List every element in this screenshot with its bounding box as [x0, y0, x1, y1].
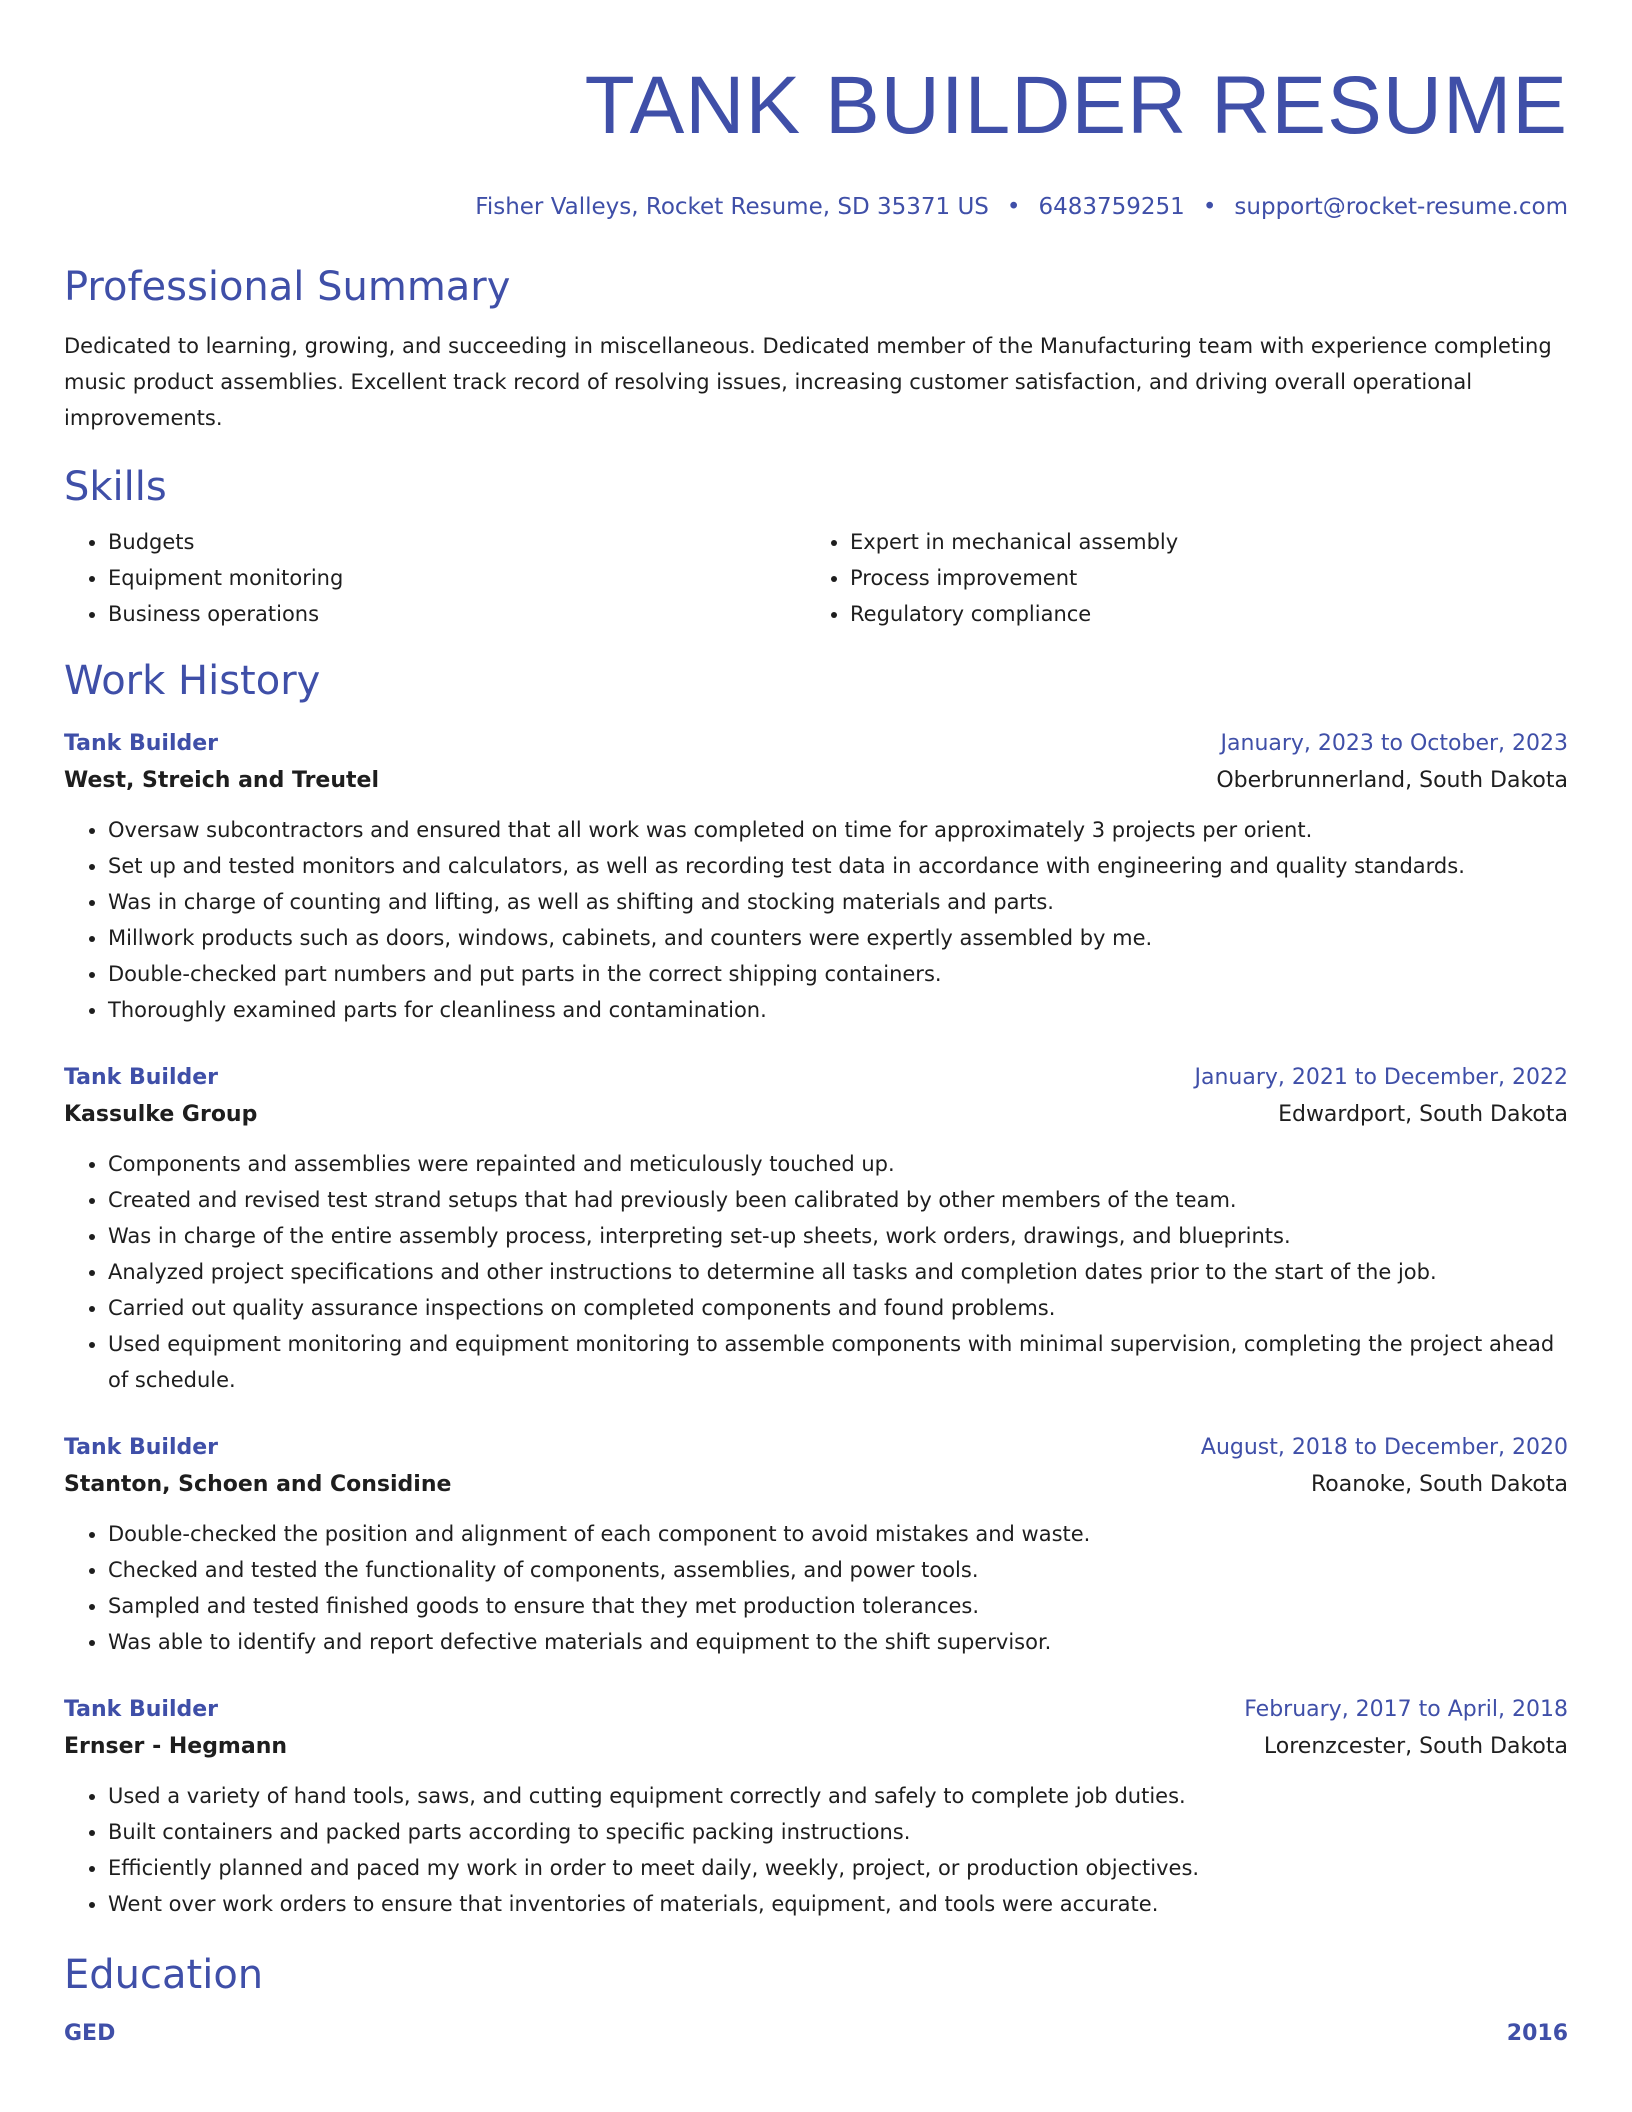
resume-title: TANK BUILDER RESUME	[584, 60, 1568, 151]
job-bullets	[64, 1146, 1568, 1398]
job-bullet: • Was in charge of the entire assembly process, interpreting set-up sheets, work orders, drawings, and blueprints.	[108, 1218, 1568, 1254]
job-bullets	[64, 812, 1568, 1028]
job-header-row	[64, 1692, 1568, 1728]
section-title-education: Education	[64, 1952, 264, 1998]
job-title: Tank Builder	[64, 731, 218, 756]
job-company-row	[64, 1096, 1568, 1134]
skill-item: • Regulatory compliance	[850, 596, 1548, 632]
section-title-work-history: Work History	[64, 658, 321, 704]
job-company-row	[64, 1466, 1568, 1504]
contact-line	[64, 192, 1568, 222]
job-bullet: • Checked and tested the functionality of components, assemblies, and power tools.	[108, 1552, 1568, 1588]
education-degree: GED	[64, 2021, 116, 2046]
resume-page	[64, 0, 1568, 2052]
skills-column-right	[806, 524, 1548, 632]
job-bullet: • Used equipment monitoring and equipment monitoring to assemble components with minimal supervision, completing the project ahead of schedule.	[108, 1326, 1568, 1398]
skill-item: • Process improvement	[850, 560, 1548, 596]
job-entry	[64, 726, 1568, 1028]
job-bullet: • Thoroughly examined parts for cleanliness and contamination.	[108, 992, 1568, 1028]
job-bullet: • Components and assemblies were repainted and meticulously touched up.	[108, 1146, 1568, 1182]
section-title-skills: Skills	[64, 464, 167, 510]
job-entry	[64, 1692, 1568, 1922]
job-dates: January, 2021 to December, 2022	[1194, 1065, 1568, 1090]
contact-address: Fisher Valleys, Rocket Resume, SD 35371 US	[475, 194, 989, 220]
job-bullet: • Analyzed project specifications and other instructions to determine all tasks and completion dates prior to the start of the job.	[108, 1254, 1568, 1290]
skills-list	[64, 524, 1568, 632]
job-title: Tank Builder	[64, 1697, 218, 1722]
job-bullet: • Set up and tested monitors and calculators, as well as recording test data in accordance with engineering and quality standards.	[108, 848, 1568, 884]
job-bullet: • Was in charge of counting and lifting, as well as shifting and stocking materials and parts.	[108, 884, 1568, 920]
job-bullet: • Double-checked the position and alignment of each component to avoid mistakes and waste.	[108, 1516, 1568, 1552]
skills-column-left	[64, 524, 806, 632]
skill-item: • Equipment monitoring	[108, 560, 806, 596]
contact-separator: •	[1202, 194, 1217, 220]
job-entry	[64, 1060, 1568, 1398]
section-title-summary: Professional Summary	[64, 264, 511, 310]
job-company: Kassulke Group	[64, 1102, 258, 1127]
skill-item: • Business operations	[108, 596, 806, 632]
contact-phone: 6483759251	[1038, 194, 1185, 220]
job-bullet: • Was able to identify and report defective materials and equipment to the shift supervisor.	[108, 1624, 1568, 1660]
job-company-row	[64, 762, 1568, 800]
job-bullet: • Used a variety of hand tools, saws, and cutting equipment correctly and safely to complete job duties.	[108, 1778, 1568, 1814]
job-bullets	[64, 1778, 1568, 1922]
job-bullet: • Sampled and tested finished goods to ensure that they met production tolerances.	[108, 1588, 1568, 1624]
education-row	[64, 2016, 1568, 2052]
job-dates: February, 2017 to April, 2018	[1244, 1697, 1568, 1722]
skill-item: • Budgets	[108, 524, 806, 560]
job-bullets	[64, 1516, 1568, 1660]
job-bullet: • Built containers and packed parts according to specific packing instructions.	[108, 1814, 1568, 1850]
summary-text: Dedicated to learning, growing, and succeeding in miscellaneous. Dedicated member of the Manufacturing team with experience completing music product assemblies. Excellent track record of resolving issues, increasing customer satisfaction, and driving overall operational improvements.	[64, 334, 1552, 430]
job-bullet: • Millwork products such as doors, windows, cabinets, and counters were expertly assembled by me.	[108, 920, 1568, 956]
job-header-row	[64, 726, 1568, 762]
job-bullet: • Created and revised test strand setups that had previously been calibrated by other members of the team.	[108, 1182, 1568, 1218]
skill-item: • Expert in mechanical assembly	[850, 524, 1548, 560]
education-year: 2016	[1506, 2021, 1568, 2046]
job-dates: August, 2018 to December, 2020	[1200, 1435, 1568, 1460]
contact-separator: •	[1006, 194, 1021, 220]
contact-email[interactable]: support@rocket-resume.com	[1234, 194, 1568, 220]
job-header-row	[64, 1430, 1568, 1466]
job-bullet: • Went over work orders to ensure that inventories of materials, equipment, and tools were accurate.	[108, 1886, 1568, 1922]
job-location: Lorenzcester, South Dakota	[1263, 1734, 1568, 1759]
job-location: Edwardport, South Dakota	[1278, 1102, 1568, 1127]
job-bullet: • Carried out quality assurance inspections on completed components and found problems.	[108, 1290, 1568, 1326]
job-bullet: • Oversaw subcontractors and ensured that all work was completed on time for approximately 3 projects per orient.	[108, 812, 1568, 848]
job-company-row	[64, 1728, 1568, 1766]
job-dates: January, 2023 to October, 2023	[1220, 731, 1568, 756]
job-title: Tank Builder	[64, 1435, 218, 1460]
job-header-row	[64, 1060, 1568, 1096]
job-company: Stanton, Schoen and Considine	[64, 1472, 452, 1497]
job-company: West, Streich and Treutel	[64, 768, 379, 793]
job-location: Roanoke, South Dakota	[1311, 1472, 1568, 1497]
job-entry	[64, 1430, 1568, 1660]
job-title: Tank Builder	[64, 1065, 218, 1090]
job-bullet: • Double-checked part numbers and put parts in the correct shipping containers.	[108, 956, 1568, 992]
job-bullet: • Efficiently planned and paced my work in order to meet daily, weekly, project, or production objectives.	[108, 1850, 1568, 1886]
job-location: Oberbrunnerland, South Dakota	[1216, 768, 1568, 793]
job-company: Ernser - Hegmann	[64, 1734, 288, 1759]
